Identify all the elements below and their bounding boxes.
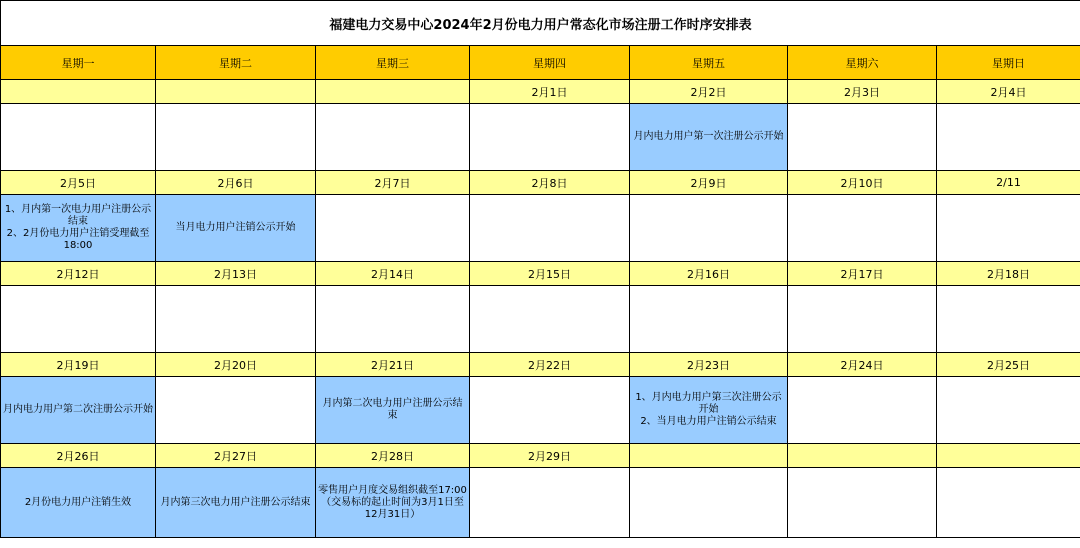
event-text: 月内第三次电力用户注册公示结束: [160, 496, 311, 508]
event-cell[interactable]: [1, 468, 156, 538]
event-row: [1, 195, 1080, 262]
date-cell[interactable]: 2月8日: [470, 171, 630, 195]
date-cell[interactable]: 2月6日: [156, 171, 316, 195]
date-cell[interactable]: 2月25日: [937, 353, 1080, 377]
title-row: [1, 1, 1080, 46]
date-cell[interactable]: 2月20日: [156, 353, 316, 377]
event-row: [1, 286, 1080, 353]
date-cell[interactable]: 2月15日: [470, 262, 630, 286]
date-cell[interactable]: 2月21日: [316, 353, 470, 377]
event-cell[interactable]: [316, 468, 470, 538]
date-cell[interactable]: 2月2日: [630, 80, 788, 104]
event-cell[interactable]: [470, 104, 630, 171]
event-cell[interactable]: [316, 104, 470, 171]
event-cell[interactable]: [316, 195, 470, 262]
event-text: 当月电力用户注销公示开始: [175, 222, 296, 233]
date-cell[interactable]: 2月3日: [788, 80, 937, 104]
event-cell[interactable]: [630, 286, 788, 353]
date-cell[interactable]: 2月5日: [1, 171, 156, 195]
date-row: [1, 171, 1080, 195]
date-cell[interactable]: 2月7日: [316, 171, 470, 195]
event-row: [1, 377, 1080, 444]
date-cell[interactable]: 2月19日: [1, 353, 156, 377]
event-cell[interactable]: [470, 195, 630, 262]
date-row: [1, 80, 1080, 104]
event-cell[interactable]: [470, 468, 630, 538]
event-cell[interactable]: [630, 468, 788, 538]
weekday-header[interactable]: 星期三: [316, 46, 470, 80]
date-cell[interactable]: 2月4日: [937, 80, 1080, 104]
date-cell[interactable]: [1, 80, 156, 104]
date-row: [1, 262, 1080, 286]
event-text: 2月份电力用户注销生效: [24, 496, 132, 508]
weekday-header-row: [1, 46, 1080, 80]
event-cell[interactable]: [316, 377, 470, 444]
event-cell[interactable]: [788, 377, 937, 444]
date-cell[interactable]: 2月13日: [156, 262, 316, 286]
event-cell[interactable]: [937, 104, 1080, 171]
date-row: [1, 353, 1080, 377]
date-cell[interactable]: [156, 80, 316, 104]
event-cell[interactable]: [156, 104, 316, 171]
date-cell[interactable]: [937, 444, 1080, 468]
event-cell[interactable]: [788, 195, 937, 262]
event-text: 零售用户月度交易组织截至17:00 （交易标的起止时间为3月1日至12月31日）: [318, 484, 467, 520]
date-cell[interactable]: 2月10日: [788, 171, 937, 195]
event-cell[interactable]: [470, 377, 630, 444]
event-cell[interactable]: [316, 286, 470, 353]
event-row: [1, 104, 1080, 171]
date-cell[interactable]: 2月12日: [1, 262, 156, 286]
date-cell[interactable]: [630, 444, 788, 468]
date-cell[interactable]: [316, 80, 470, 104]
event-cell[interactable]: [937, 468, 1080, 538]
date-cell[interactable]: [788, 444, 937, 468]
date-cell[interactable]: 2月22日: [470, 353, 630, 377]
event-cell[interactable]: [1, 104, 156, 171]
event-cell[interactable]: [630, 195, 788, 262]
date-cell[interactable]: 2月16日: [630, 262, 788, 286]
date-row: [1, 444, 1080, 468]
date-cell[interactable]: 2月24日: [788, 353, 937, 377]
event-cell[interactable]: [630, 104, 788, 171]
event-cell[interactable]: [788, 286, 937, 353]
date-cell[interactable]: 2月1日: [470, 80, 630, 104]
event-cell[interactable]: [470, 286, 630, 353]
date-cell[interactable]: 2月28日: [316, 444, 470, 468]
event-cell[interactable]: [937, 286, 1080, 353]
weekday-header[interactable]: 星期六: [788, 46, 937, 80]
event-cell[interactable]: [156, 195, 316, 262]
date-cell[interactable]: 2/11: [937, 171, 1080, 195]
event-text: 1、月内电力用户第三次注册公示开始 2、当月电力用户注销公示结束: [635, 392, 782, 427]
event-cell[interactable]: [1, 286, 156, 353]
weekday-header[interactable]: 星期一: [1, 46, 156, 80]
date-cell[interactable]: 2月27日: [156, 444, 316, 468]
weekday-header[interactable]: 星期四: [470, 46, 630, 80]
date-cell[interactable]: 2月14日: [316, 262, 470, 286]
date-cell[interactable]: 2月23日: [630, 353, 788, 377]
weekday-header[interactable]: 星期日: [937, 46, 1080, 80]
date-cell[interactable]: 2月26日: [1, 444, 156, 468]
event-text: 月内电力用户第一次注册公示开始: [633, 131, 784, 142]
weekday-header[interactable]: 星期二: [156, 46, 316, 80]
weekday-header[interactable]: 星期五: [630, 46, 788, 80]
event-cell[interactable]: [156, 286, 316, 353]
event-row: [1, 468, 1080, 538]
date-cell[interactable]: 2月17日: [788, 262, 937, 286]
date-cell[interactable]: 2月9日: [630, 171, 788, 195]
event-cell[interactable]: [788, 468, 937, 538]
event-cell[interactable]: [630, 377, 788, 444]
event-text: 1、月内第一次电力用户注册公示结束 2、2月份电力用户注销受理截至18:00: [4, 204, 152, 251]
page-title: 福建电力交易中心2024年2月份电力用户常态化市场注册工作时序安排表: [1, 1, 1080, 46]
event-cell[interactable]: [156, 377, 316, 444]
event-text: 月内第二次电力用户注册公示结束: [322, 398, 463, 421]
event-cell[interactable]: [937, 195, 1080, 262]
date-cell[interactable]: 2月18日: [937, 262, 1080, 286]
event-cell[interactable]: [788, 104, 937, 171]
event-cell[interactable]: [1, 195, 156, 262]
event-cell[interactable]: [156, 468, 316, 538]
date-cell[interactable]: 2月29日: [470, 444, 630, 468]
event-cell[interactable]: [937, 377, 1080, 444]
event-cell[interactable]: [1, 377, 156, 444]
event-text: 月内电力用户第二次注册公示开始: [3, 404, 153, 415]
